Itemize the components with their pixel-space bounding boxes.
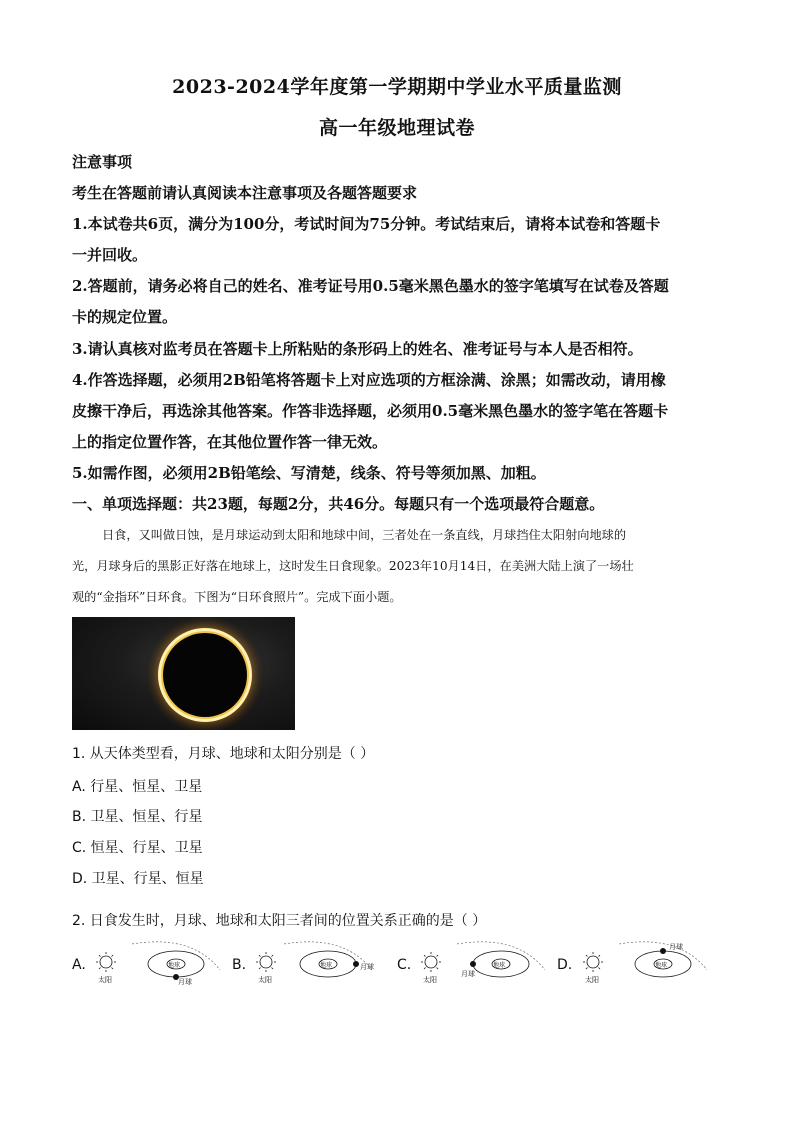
sun-label: 太阳 xyxy=(585,976,599,984)
passage xyxy=(72,520,724,613)
exam-subtitle: 高一年级地理试卷 xyxy=(318,117,475,139)
notice-item: 1.本试卷共6页，满分为100分，考试时间为75分钟。考试结束后，请将本试卷和答题卡 xyxy=(72,215,661,233)
orbit-diagram xyxy=(557,940,722,1000)
orbit-diagram xyxy=(72,940,222,1000)
earth-label: 地球 xyxy=(168,962,181,969)
question-1-option-c: C. 恒星、行星、卫星 xyxy=(72,840,203,856)
notice-intro: 考生在答题前请认真阅读本注意事项及各题答题要求 xyxy=(72,184,418,202)
q2-option-b-diagram xyxy=(232,940,392,1000)
notice-item: 2.答题前，请务必将自己的姓名、准考证号用0.5毫米黑色墨水的签字笔填写在试卷及答题 xyxy=(72,277,669,295)
moon-icon xyxy=(353,961,359,967)
passage-line: 光，月球身后的黑影正好落在地球上，这时发生日食现象。2023年10月14日，在美洲大陆上演了一场壮 xyxy=(72,559,634,573)
notice-heading: 注意事项 xyxy=(72,153,133,171)
orbit-diagram xyxy=(397,940,557,1000)
sun-icon xyxy=(256,952,276,972)
question-1-option-b: B. 卫星、恒星、行星 xyxy=(72,809,203,825)
q2-option-letter: D. xyxy=(557,957,573,973)
passage-line: 观的“金指环”日环食。下图为“日环食照片”。完成下面小题。 xyxy=(72,590,402,604)
sun-icon xyxy=(421,952,441,972)
eclipse-image-icon xyxy=(72,617,295,730)
sun-label: 太阳 xyxy=(258,976,272,984)
earth-label: 地球 xyxy=(493,962,506,969)
notice-item: 3.请认真核对监考员在答题卡上所粘贴的条形码上的姓名、准考证号与本人是否相符。 xyxy=(72,340,643,358)
q2-option-c-diagram xyxy=(397,940,557,1000)
notice-item: 卡的规定位置。 xyxy=(72,308,178,326)
notice-item: 4.作答选择题，必须用2B铅笔将答题卡上对应选项的方框涂满、涂黑；如需改动，请用橡 xyxy=(72,371,666,389)
question-1-stem: 1. 从天体类型看，月球、地球和太阳分别是（ ） xyxy=(72,746,375,762)
moon-label: 月球 xyxy=(461,970,475,978)
q2-option-letter: C. xyxy=(397,957,412,973)
question-1-option-d: D. 卫星、行星、恒星 xyxy=(72,871,204,887)
q2-option-letter: A. xyxy=(72,957,86,973)
sun-label: 太阳 xyxy=(98,976,112,984)
question-1-option-a: A. 行星、恒星、卫星 xyxy=(72,779,203,795)
notice-item: 5.如需作图，必须用2B铅笔绘、写清楚，线条、符号等须加黑、加粗。 xyxy=(72,464,546,482)
sun-icon xyxy=(96,952,116,972)
notice-item: 一并回收。 xyxy=(72,246,148,264)
exam-title: 2023-2024学年度第一学期期中学业水平质量监测 xyxy=(172,76,622,98)
moon-label: 月球 xyxy=(360,963,374,971)
earth-label: 地球 xyxy=(655,962,668,969)
question-2-stem: 2. 日食发生时，月球、地球和太阳三者间的位置关系正确的是（ ） xyxy=(72,913,487,929)
moon-label: 月球 xyxy=(178,978,192,986)
question-2-options xyxy=(72,940,722,1000)
moon-icon xyxy=(470,961,476,967)
q2-option-a-diagram xyxy=(72,940,222,1000)
section-heading: 一、单项选择题：共23题，每题2分，共46分。每题只有一个选项最符合题意。 xyxy=(72,495,605,513)
q2-option-letter: B. xyxy=(232,957,247,973)
q2-option-d-diagram xyxy=(557,940,722,1000)
sun-label: 太阳 xyxy=(423,976,437,984)
sun-icon xyxy=(583,952,603,972)
passage-line: 日食，又叫做日蚀，是月球运动到太阳和地球中间，三者处在一条直线，月球挡住太阳射向地球的 xyxy=(102,528,627,542)
moon-label: 月球 xyxy=(669,943,683,951)
moon-icon xyxy=(660,948,666,954)
earth-label: 地球 xyxy=(320,962,333,969)
notice-item: 上的指定位置作答，在其他位置作答一律无效。 xyxy=(72,433,388,451)
solar-eclipse-photo xyxy=(72,617,295,730)
notice-item: 皮擦干净后，再选涂其他答案。作答非选择题，必须用0.5毫米黑色墨水的签字笔在答题卡 xyxy=(72,402,669,420)
